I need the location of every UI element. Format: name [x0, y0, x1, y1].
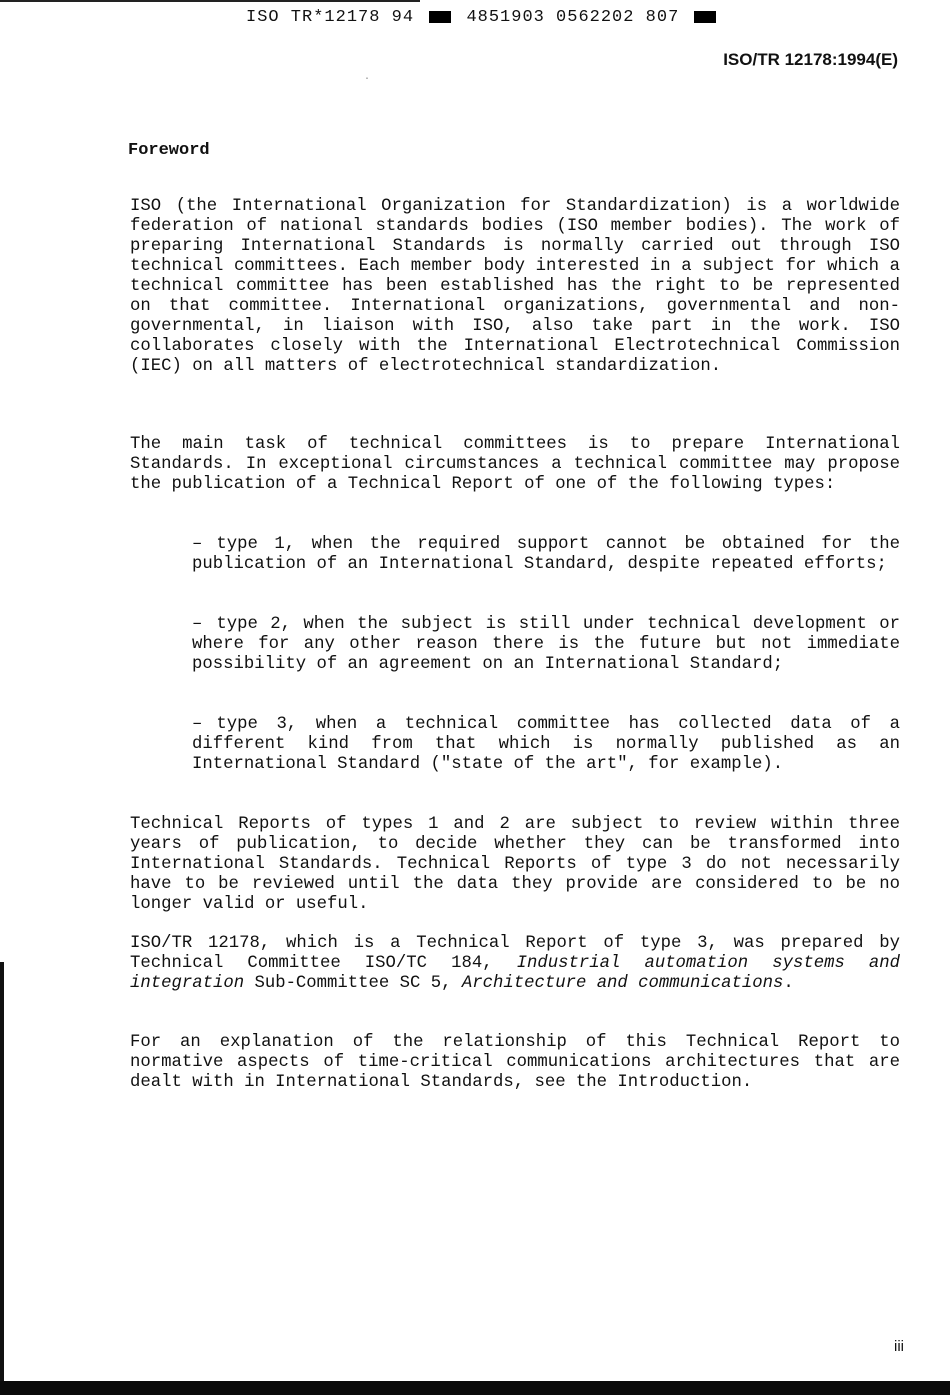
- list-item-text: type 2, when the subject is still under technical development or where for any other reason there is the future but not immediate possibility of an agreement on an International Standard;: [192, 615, 900, 674]
- document-id: ISO/TR 12178:1994(E): [723, 50, 898, 69]
- sentence-end: .: [783, 974, 794, 993]
- page-number: iii: [894, 1338, 904, 1355]
- barcode-text-1: ISO TR*12178 94: [246, 8, 415, 27]
- left-scan-dots: [1, 968, 5, 990]
- list-item-type-3: [192, 715, 900, 775]
- barcode-block-2: [694, 11, 716, 23]
- top-scan-rule: [0, 0, 420, 2]
- paragraph-prepared-by: [130, 934, 900, 994]
- dash-marker: –: [192, 535, 203, 554]
- scan-barcode-line: [246, 8, 720, 27]
- list-item-type-2: [192, 615, 900, 675]
- left-scan-edge: [0, 962, 4, 1382]
- subcommittee-name: Architecture and communications: [461, 974, 784, 993]
- barcode-block-1: [429, 11, 451, 23]
- list-item-type-1: [192, 535, 900, 575]
- paragraph-iso-intro: ISO (the International Organization for Standardization) is a worldwide federation of national standards bodies (ISO member bodies). The work of preparing International Standards is normally carried out through ISO technical committees. Each member body interested in a subject for which a technical committee has been established has the right to be represented on that committee. International organizations, governmental and non-governmental, in liaison with ISO, also take part in the work. ISO collaborates closely with the International Electrotechnical Commission (IEC) on all matters of electrotechnical standardization.: [130, 197, 900, 376]
- prepared-by-text: ISO/TR 12178, which is a Technical Report of type 3, was prepared by Technical Committee ISO/TC 184,: [130, 934, 900, 973]
- paragraph-main-task: The main task of technical committees is to prepare International Standards. In exceptional circumstances a technical committee may propose the publication of a Technical Report of one of the following types:: [130, 435, 900, 494]
- scan-speck: ·: [364, 74, 371, 85]
- barcode-text-2: 4851903 0562202 807: [466, 8, 680, 27]
- list-item-text: type 3, when a technical committee has collected data of a different kind from that which is normally published as an International Standard ("state of the art", for example).: [192, 715, 900, 774]
- subcommittee-label: Sub-Committee SC 5,: [254, 974, 452, 993]
- bottom-scan-edge: [0, 1381, 950, 1395]
- dash-marker: –: [192, 715, 203, 734]
- paragraph-review: Technical Reports of types 1 and 2 are subject to review within three years of publication, to decide whether they can be transformed into International Standards. Technical Reports of type 3 do not necessarily have to be reviewed until the data they provide are considered to be no longer valid or useful.: [130, 815, 900, 914]
- paragraph-explanation: For an explanation of the relationship of this Technical Report to normative aspects of time-critical communications architectures that are dealt with in International Standards, see the Introduction.: [130, 1033, 900, 1092]
- foreword-heading: Foreword: [128, 141, 210, 160]
- dash-marker: –: [192, 615, 203, 634]
- list-item-text: type 1, when the required support cannot be obtained for the publication of an International Standard, despite repeated efforts;: [192, 535, 900, 574]
- committee-name: Industrial automation systems and integration: [130, 954, 900, 993]
